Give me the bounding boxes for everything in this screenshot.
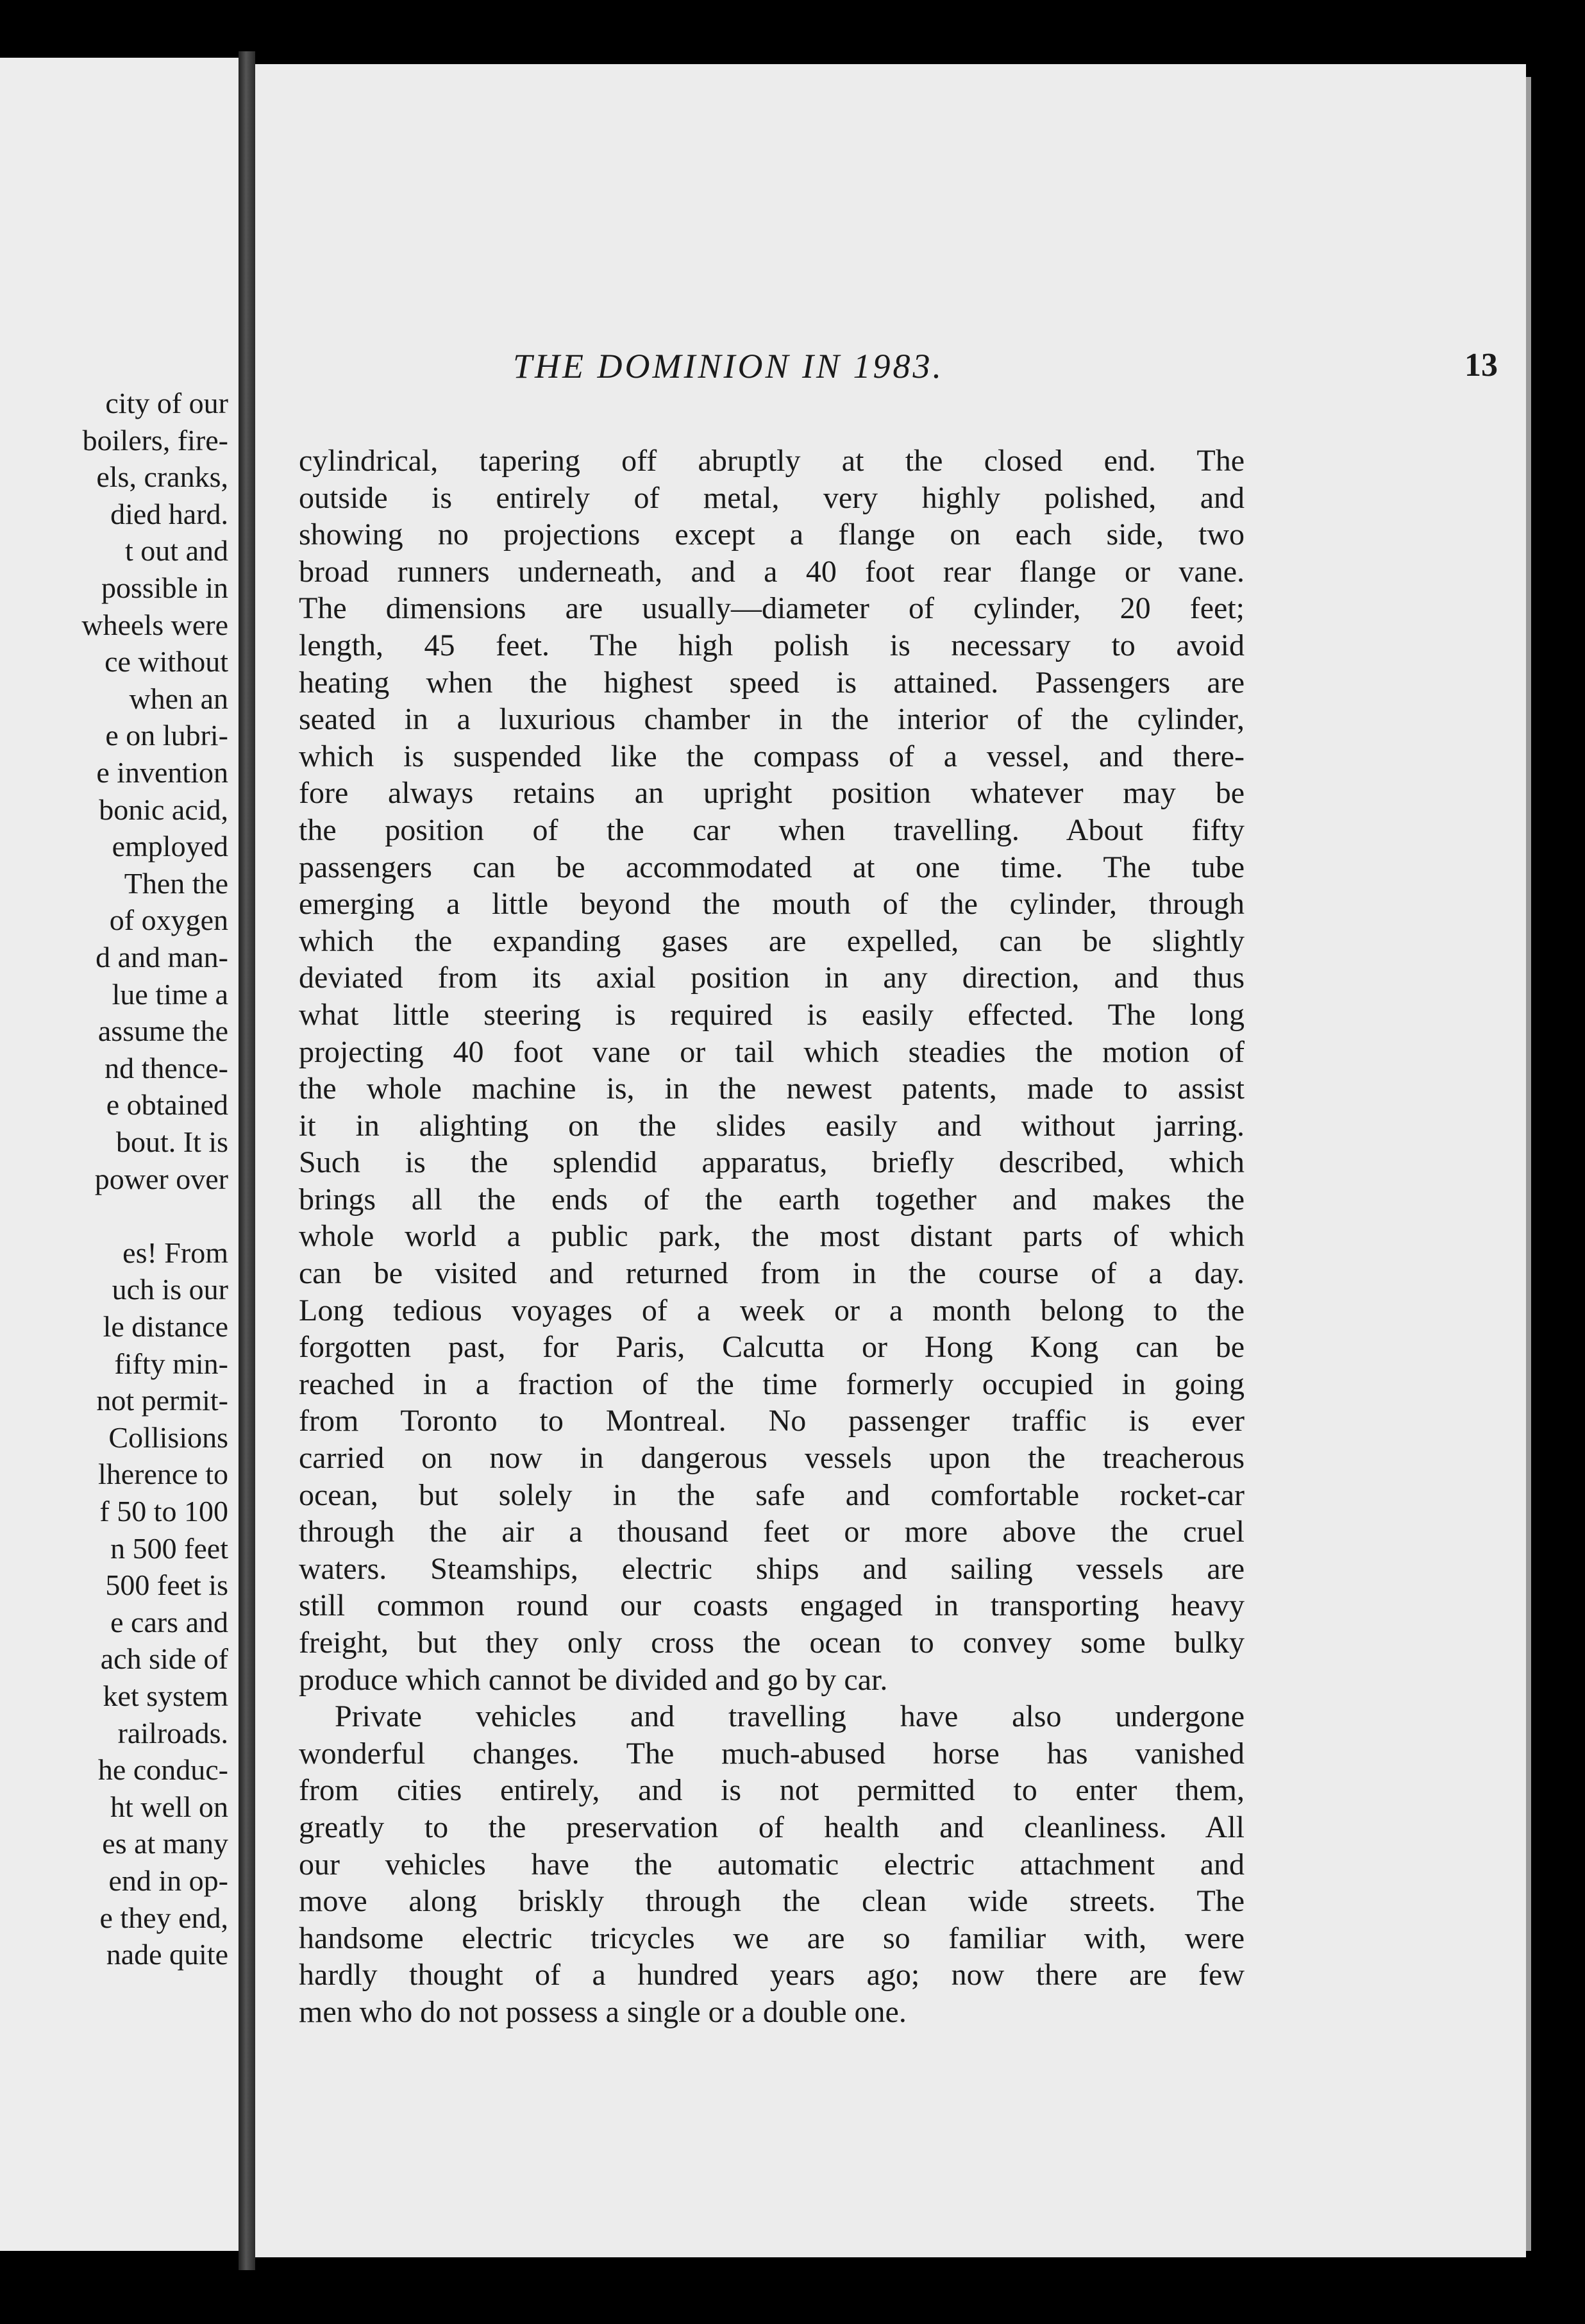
facing-page-line: e obtained [106,1088,228,1122]
facing-page-line: possible in [101,571,228,604]
facing-page-line: bout. It is [115,1125,228,1158]
page-number: 13 [1464,347,1498,383]
text-line: it in alighting on the slides easily and without jarring. [299,1108,1245,1143]
text-line: can be visited and returned from in the course of a day. [299,1256,1245,1291]
facing-page-line: employed [112,830,228,863]
text-line: waters. Steamships, electric ships and sailing vessels are [299,1551,1245,1586]
text-line: greatly to the preservation of health and cleanliness. All [299,1810,1245,1844]
text-line: handsome electric tricycles we are so familiar with, were [299,1921,1245,1955]
text-line: reached in a fraction of the time formerly occupied in going [299,1367,1245,1401]
facing-page-line: wheels were [81,608,228,641]
facing-page-line: of oxygen [109,904,228,937]
facing-page-line: ket system [103,1680,228,1712]
paragraph [299,1698,1245,2030]
text-line: still common round our coasts engaged in transporting heavy [299,1588,1245,1623]
text-line: brings all the ends of the earth together and makes the [299,1182,1245,1217]
text-line: the whole machine is, in the newest patents, made to assist [299,1072,1245,1106]
text-line: showing no projections except a flange on each side, two [299,518,1245,552]
facing-page-line: end in op- [108,1864,228,1897]
facing-page-line: n 500 feet [110,1531,228,1565]
text-line: wonderful changes. The much-abused horse has vanished [299,1736,1245,1771]
facing-page-line: when an [129,682,228,715]
facing-page-line: assume the [97,1015,228,1048]
facing-page-line: bonic acid, [99,793,228,826]
facing-page-line: he conduc- [97,1753,228,1787]
facing-page-line: fifty min- [114,1347,228,1380]
text-line: cylindrical, tapering off abruptly at the closed end. The [299,444,1245,478]
text-line: heating when the highest speed is attained. Passengers are [299,665,1245,700]
text-line: whole world a public park, the most distant parts of which [299,1219,1245,1254]
text-line: which the expanding gases are expelled, can be slightly [299,923,1245,958]
text-line: length, 45 feet. The high polish is necessary to avoid [299,628,1245,662]
book-gutter [239,51,255,2270]
text-line: which is suspended like the compass of a vessel, and there- [299,739,1245,773]
running-title: THE DOMINION IN 1983. [513,347,944,385]
text-line: what little steering is required is easily effected. The long [299,997,1245,1032]
facing-page-line: city of our [105,387,228,419]
text-line: fore always retains an upright position whatever may be [299,776,1245,811]
book-page [255,64,1526,2257]
text-line: freight, but they only cross the ocean to convey some bulky [299,1626,1245,1660]
body-text [299,442,1245,2031]
facing-page-line: boilers, fire- [82,423,228,457]
text-line: our vehicles have the automatic electric attachment and [299,1847,1245,1882]
facing-page-line: f 50 to 100 [99,1495,228,1528]
text-line: carried on now in dangerous vessels upon the treacherous [299,1441,1245,1476]
facing-page-line: es at many [102,1827,228,1860]
facing-page-line: railroads. [117,1716,228,1749]
facing-page-line: e on lubri- [105,719,228,752]
text-line: seated in a luxurious chamber in the interior of the cylinder, [299,702,1245,737]
facing-page-line: 500 feet is [105,1569,228,1602]
text-line: move along briskly through the clean wide streets. The [299,1884,1245,1919]
facing-page-line: died hard. [110,497,228,530]
text-line: Long tedious voyages of a week or a month belong to the [299,1293,1245,1327]
text-line: forgotten past, for Paris, Calcutta or Hong Kong can be [299,1330,1245,1365]
text-line: Private vehicles and travelling have also undergone [335,1699,1245,1734]
paragraph [299,442,1245,1698]
text-line: the position of the car when travelling. About fifty [299,813,1245,847]
text-line: projecting 40 foot vane or tail which steadies the motion of [299,1034,1245,1069]
facing-page-line: not permit- [96,1384,228,1417]
facing-page-line: e invention [96,756,228,789]
facing-page-line: e cars and [110,1605,228,1638]
facing-page-line: ht well on [110,1790,228,1823]
facing-page-line: power over [94,1162,228,1195]
text-line: produce which cannot be divided and go by car. [299,1662,888,1697]
facing-page-line: uch is our [112,1273,228,1306]
running-head [255,346,1526,391]
text-line: deviated from its axial position in any direction, and thus [299,961,1245,995]
text-line: hardly thought of a hundred years ago; now there are few [299,1958,1245,1992]
text-line: emerging a little beyond the mouth of the cylinder, through [299,887,1245,922]
facing-page-line: els, cranks, [96,460,228,494]
facing-page-line: Collisions [108,1420,228,1454]
facing-page-line: lue time a [112,977,228,1011]
text-line: from Toronto to Montreal. No passenger traffic is ever [299,1404,1245,1438]
facing-page-line: es! From [122,1236,228,1269]
text-line: outside is entirely of metal, very highly polished, and [299,480,1245,515]
facing-page-line: ach side of [100,1642,228,1676]
text-line: men who do not possess a single or a double one. [299,1994,907,2029]
facing-page-line: t out and [125,534,228,568]
facing-page-line: d and man- [96,941,228,973]
text-line: from cities entirely, and is not permitted to enter them, [299,1773,1245,1808]
page-edge [1526,77,1531,2251]
text-line: The dimensions are usually—diameter of cylinder, 20 feet; [299,591,1245,626]
text-line: through the air a thousand feet or more above the cruel [299,1515,1245,1549]
facing-page-line: nd thence- [105,1051,228,1084]
facing-page-line: nade quite [106,1938,228,1971]
text-line: passengers can be accommodated at one time. The tube [299,850,1245,884]
facing-page-line: e they end, [99,1901,228,1934]
text-line: broad runners underneath, and a 40 foot rear flange or vane. [299,554,1245,589]
text-line: ocean, but solely in the safe and comfortable rocket-car [299,1478,1245,1512]
facing-page-line: Then the [124,866,228,900]
facing-page-line: le distance [103,1310,228,1343]
text-line: Such is the splendid apparatus, briefly described, which [299,1145,1245,1180]
facing-page-line: ce without [105,645,228,678]
facing-page-line: lherence to [97,1458,228,1491]
facing-page [0,58,239,2251]
